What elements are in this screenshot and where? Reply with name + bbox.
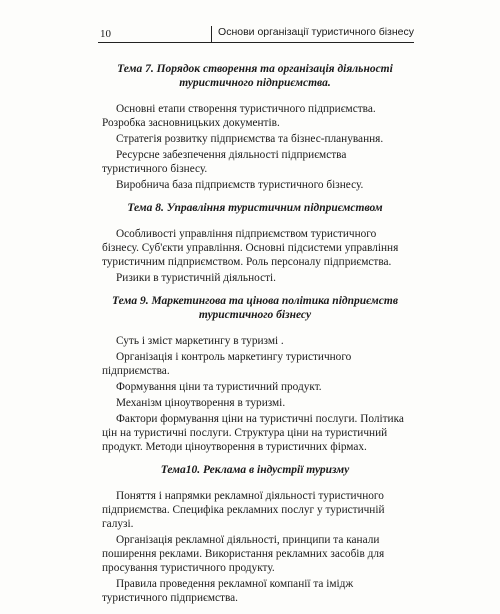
topic-item: Фактори формування ціни на туристичні послуги. Політика цін на туристичні послуги. Структура ціни на туристичний продукт. Методи ціноутворення в туристичних фірмах. (102, 413, 404, 453)
topic-title: Тема 9. Маркетингова та цінова політика підприємств туристичного бізнесу (112, 295, 398, 321)
topic-title: Тема 7. Порядок створення та організація діяльності туристичного підприємства. (117, 63, 393, 89)
topic-item: Формування ціни та туристичний продукт. (116, 381, 322, 393)
topic-item: Організація рекламної діяльності, принципи та канали поширення реклами. Використання рекламних засобів для просування туристичного продукту. (102, 534, 385, 574)
topic-section (102, 201, 408, 285)
running-title: Основи організації туристичного бізнесу (211, 26, 414, 42)
topic-item: Ризики в туристичній діяльності. (116, 272, 276, 284)
topic-item: Виробнича база підприємств туристичного бізнесу. (116, 179, 364, 191)
page-content (102, 62, 408, 614)
page-header (98, 22, 414, 43)
page-number: 10 (100, 28, 111, 40)
topic-item: Основні етапи створення туристичного підприємства. Розробка засновницьких документів. (102, 103, 376, 129)
topic-section (102, 463, 408, 605)
topic-item: Організація і контроль маркетингу туристичного підприємства. (102, 351, 352, 377)
topic-section (102, 294, 408, 454)
topic-item: Правила проведення рекламної компанії та імідж туристичного підприємства. (102, 578, 354, 604)
topic-item: Ресурсне забезпечення діяльності підприємства туристичного бізнесу. (102, 149, 347, 175)
topic-item: Суть і зміст маркетингу в туризмі . (116, 335, 284, 347)
topic-item: Особливості управління підприємством туристичного бізнесу. Суб'єкти управління. Основні підсистеми управління туристичним підприємством. Роль персоналу підприємства. (102, 228, 399, 268)
topic-item: Механізм ціноутворення в туризмі. (116, 397, 286, 409)
topic-title: Тема 8. Управління туристичним підприємством (127, 202, 383, 214)
topic-section (102, 62, 408, 192)
topic-title: Тема10. Реклама в індустрії туризму (160, 464, 350, 476)
topic-item: Поняття і напрямки рекламної діяльності туристичного підприємства. Специфіка рекламних послуг у туристичній галузі. (102, 490, 385, 530)
topic-item: Стратегія розвитку підприємства та бізнес-планування. (116, 133, 384, 145)
